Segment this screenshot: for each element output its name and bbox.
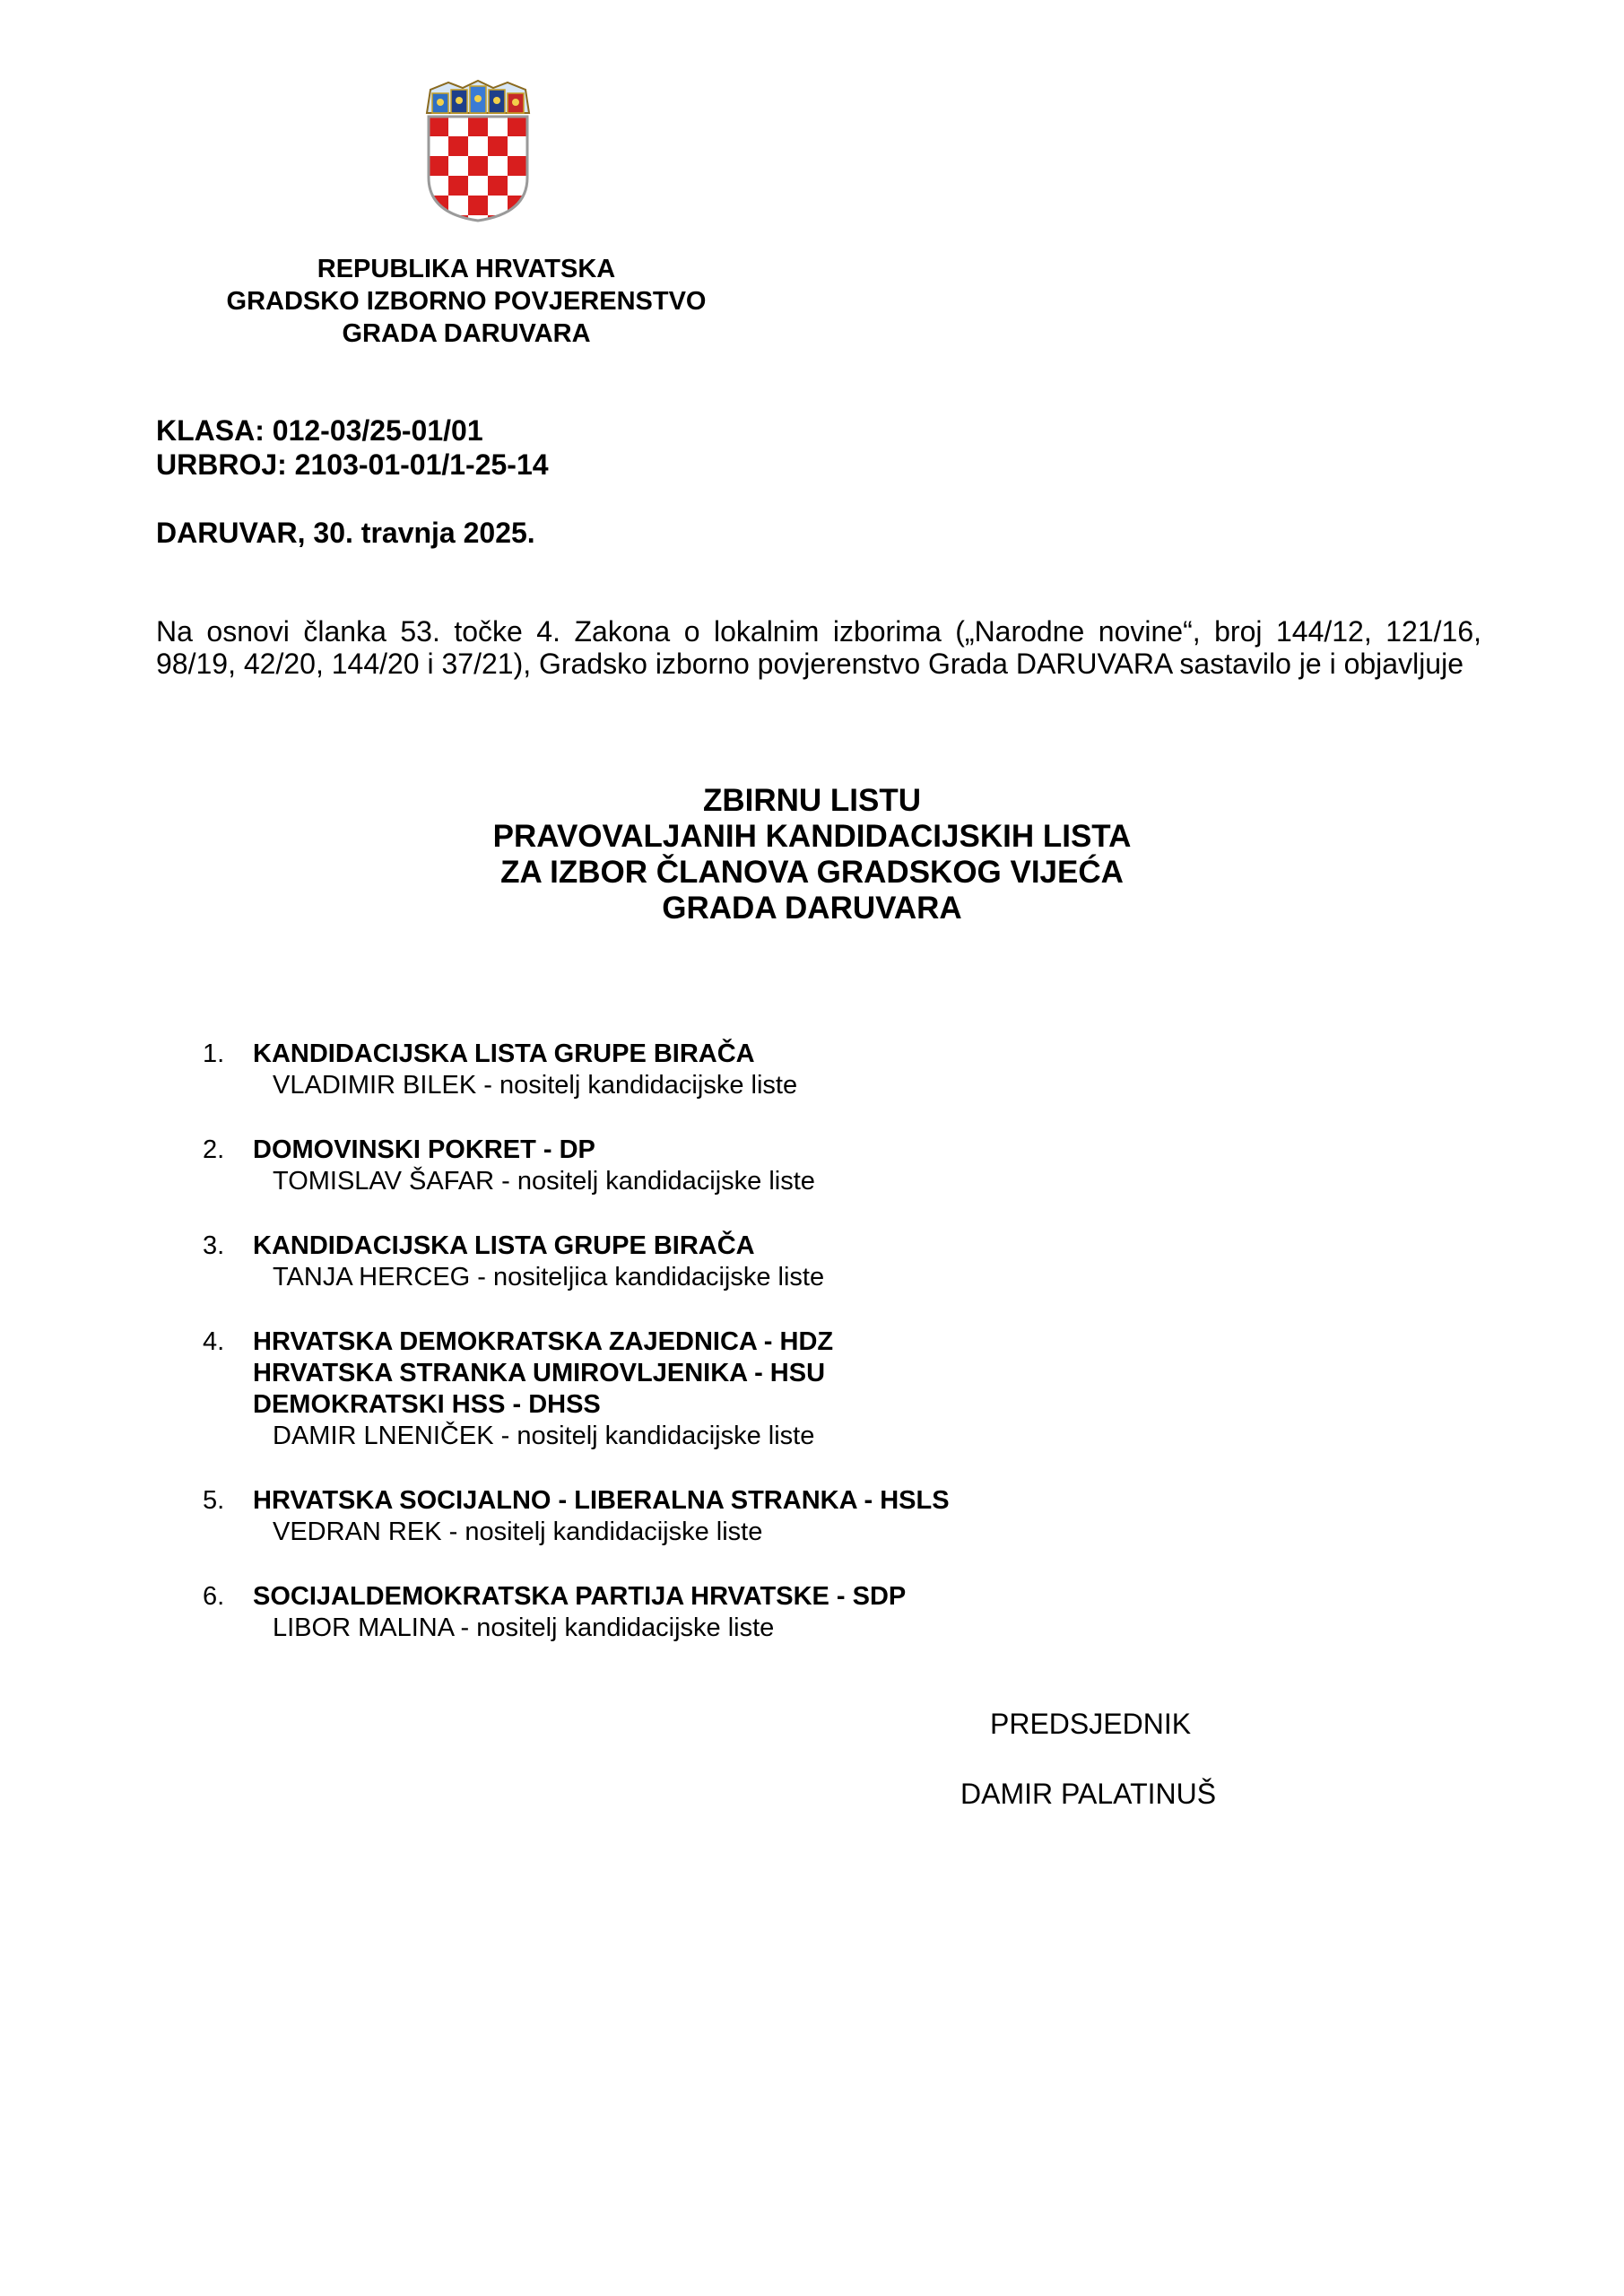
header-line-3: GRADA DARUVARA bbox=[342, 319, 591, 348]
signature-name: DAMIR PALATINUŠ bbox=[960, 1778, 1217, 1810]
list-name: HRVATSKA STRANKA UMIROVLJENIKA - HSU bbox=[253, 1359, 826, 1387]
list-holder: VEDRAN REK - nositelj kandidacijske liste bbox=[273, 1518, 763, 1546]
list-name: KANDIDACIJSKA LISTA GRUPE BIRAČA bbox=[253, 1039, 755, 1068]
croatian-coat-of-arms-icon bbox=[421, 79, 534, 222]
list-name: HRVATSKA DEMOKRATSKA ZAJEDNICA - HDZ bbox=[253, 1327, 834, 1356]
list-holder: DAMIR LNENIČEK - nositelj kandidacijske liste bbox=[273, 1422, 815, 1450]
list-holder: LIBOR MALINA - nositelj kandidacijske liste bbox=[273, 1613, 775, 1642]
list-name: HRVATSKA SOCIJALNO - LIBERALNA STRANKA - HSLS bbox=[253, 1486, 950, 1515]
list-holder: TOMISLAV ŠAFAR - nositelj kandidacijske liste bbox=[273, 1167, 815, 1196]
urbroj: URBROJ: 2103-01-01/1-25-14 bbox=[156, 448, 549, 481]
list-number: 3. bbox=[203, 1231, 225, 1260]
intro-paragraph: Na osnovi članka 53. točke 4. Zakona o lokalnim izborima („Narodne novine“, broj 144/12, 121/16, 98/19, 42/20, 144/20 i 37/21), Gradsko izborno povjerenstvo Grada DARUVARA sastavilo je i objavljuje bbox=[156, 615, 1481, 680]
title-line-4: GRADA DARUVARA bbox=[662, 891, 962, 926]
signature-role: PREDSJEDNIK bbox=[990, 1708, 1192, 1740]
list-name: DEMOKRATSKI HSS - DHSS bbox=[253, 1390, 601, 1419]
list-number: 5. bbox=[203, 1486, 225, 1515]
list-number: 6. bbox=[203, 1582, 225, 1611]
title-line-2: PRAVOVALJANIH KANDIDACIJSKIH LISTA bbox=[492, 819, 1132, 854]
title-line-1: ZBIRNU LISTU bbox=[702, 783, 922, 818]
list-holder: VLADIMIR BILEK - nositelj kandidacijske liste bbox=[273, 1071, 798, 1100]
title-line-3: ZA IZBOR ČLANOVA GRADSKOG VIJEĆA bbox=[500, 855, 1124, 890]
klasa: KLASA: 012-03/25-01/01 bbox=[156, 414, 483, 447]
list-name: DOMOVINSKI POKRET - DP bbox=[253, 1135, 595, 1164]
list-number: 4. bbox=[203, 1327, 225, 1356]
issuer-header bbox=[143, 253, 789, 350]
list-name: KANDIDACIJSKA LISTA GRUPE BIRAČA bbox=[253, 1231, 755, 1260]
list-name: SOCIJALDEMOKRATSKA PARTIJA HRVATSKE - SDP bbox=[253, 1582, 907, 1611]
list-number: 1. bbox=[203, 1039, 225, 1068]
header-line-1: REPUBLIKA HRVATSKA bbox=[317, 255, 616, 283]
header-line-2: GRADSKO IZBORNO POVJERENSTVO bbox=[226, 287, 707, 316]
list-holder: TANJA HERCEG - nositeljica kandidacijske liste bbox=[273, 1263, 825, 1292]
document-date: DARUVAR, 30. travnja 2025. bbox=[156, 517, 535, 549]
document-title bbox=[0, 783, 1624, 926]
list-number: 2. bbox=[203, 1135, 225, 1164]
